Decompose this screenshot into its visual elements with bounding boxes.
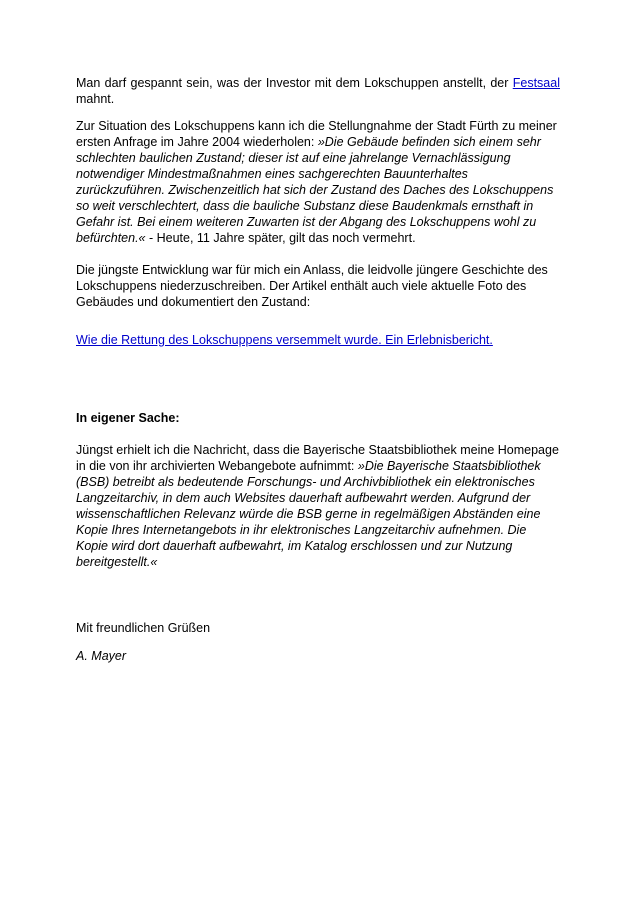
paragraph-library-text: Jüngst erhielt ich die Nachricht, dass die Bayerische Staatsbibliothek meine Homepage in die von ihr archivierten Webangebote aufnimmt: <box>76 443 559 473</box>
article-link[interactable]: Wie die Rettung des Lokschuppens versemmelt wurde. Ein Erlebnisbericht. <box>76 333 493 347</box>
closing-line: Mit freundlichen Grüßen <box>76 621 211 635</box>
paragraph-situation-text: Zur Situation des Lokschuppens kann ich die Stellungnahme der Stadt Fürth zu meiner ersten Anfrage im Jahre 2004 wiederholen: <box>76 119 557 149</box>
library-quote: »Die Bayerische Staatsbibliothek (BSB) betreibt als bedeutende Forschungs- und Archivbibliothek ein elektronisches Langzeitarchiv, in dem auch Websites dauerhaft aufbewahrt werden. Aufgrund der wissenschaftlichen Relevanz würde die BSB gerne in regelmäßigen Abständen eine Kopie Ihres Internetangebots in ihr elektronisches Langzeitarchiv aufnehmen. Die Kopie wird dort dauerhaft aufbewahrt, im Katalog erschlossen und zur Nutzung bereitgestellt.« <box>76 459 541 569</box>
paragraph-intro-text: Man darf gespannt sein, was der Investor mit dem Lokschuppen anstellt, der <box>76 76 513 90</box>
city-statement-quote: »Die Gebäude befinden sich einem sehr schlechten baulichen Zustand; dieser ist auf eine jahrelange Vernachlässigung notwendiger Mindestmaßnahmen eines sachgerechten Bauunterhaltes zurückzuführen. Zwischenzeitlich hat sich der Zustand des Daches des Lokschuppens so weit verschlechtert, dass die bauliche Substanz diese Baudenkmals ernsthaft in Gefahr ist. Bei einem weiteren Zuwarten ist der Abgang des Lokschuppens wohl zu befürchten.« <box>76 135 554 245</box>
festsaal-link[interactable]: Festsaal <box>512 76 560 90</box>
signature: A. Mayer <box>76 649 127 663</box>
paragraph-situation <box>76 118 560 246</box>
paragraph-library <box>76 442 560 570</box>
paragraph-intro-text-end: mahnt. <box>76 92 115 106</box>
paragraph-intro <box>76 75 560 107</box>
section-heading: In eigener Sache: <box>76 411 180 425</box>
paragraph-situation-text-end: - Heute, 11 Jahre später, gilt das noch vermehrt. <box>145 231 416 245</box>
paragraph-development: Die jüngste Entwicklung war für mich ein Anlass, die leidvolle jüngere Geschichte des Lokschuppens niederzuschreiben. Der Artikel enthält auch viele aktuelle Foto des Gebäudes und dokumentiert den Zustand: <box>76 263 548 309</box>
paragraph-article-link <box>76 332 560 348</box>
